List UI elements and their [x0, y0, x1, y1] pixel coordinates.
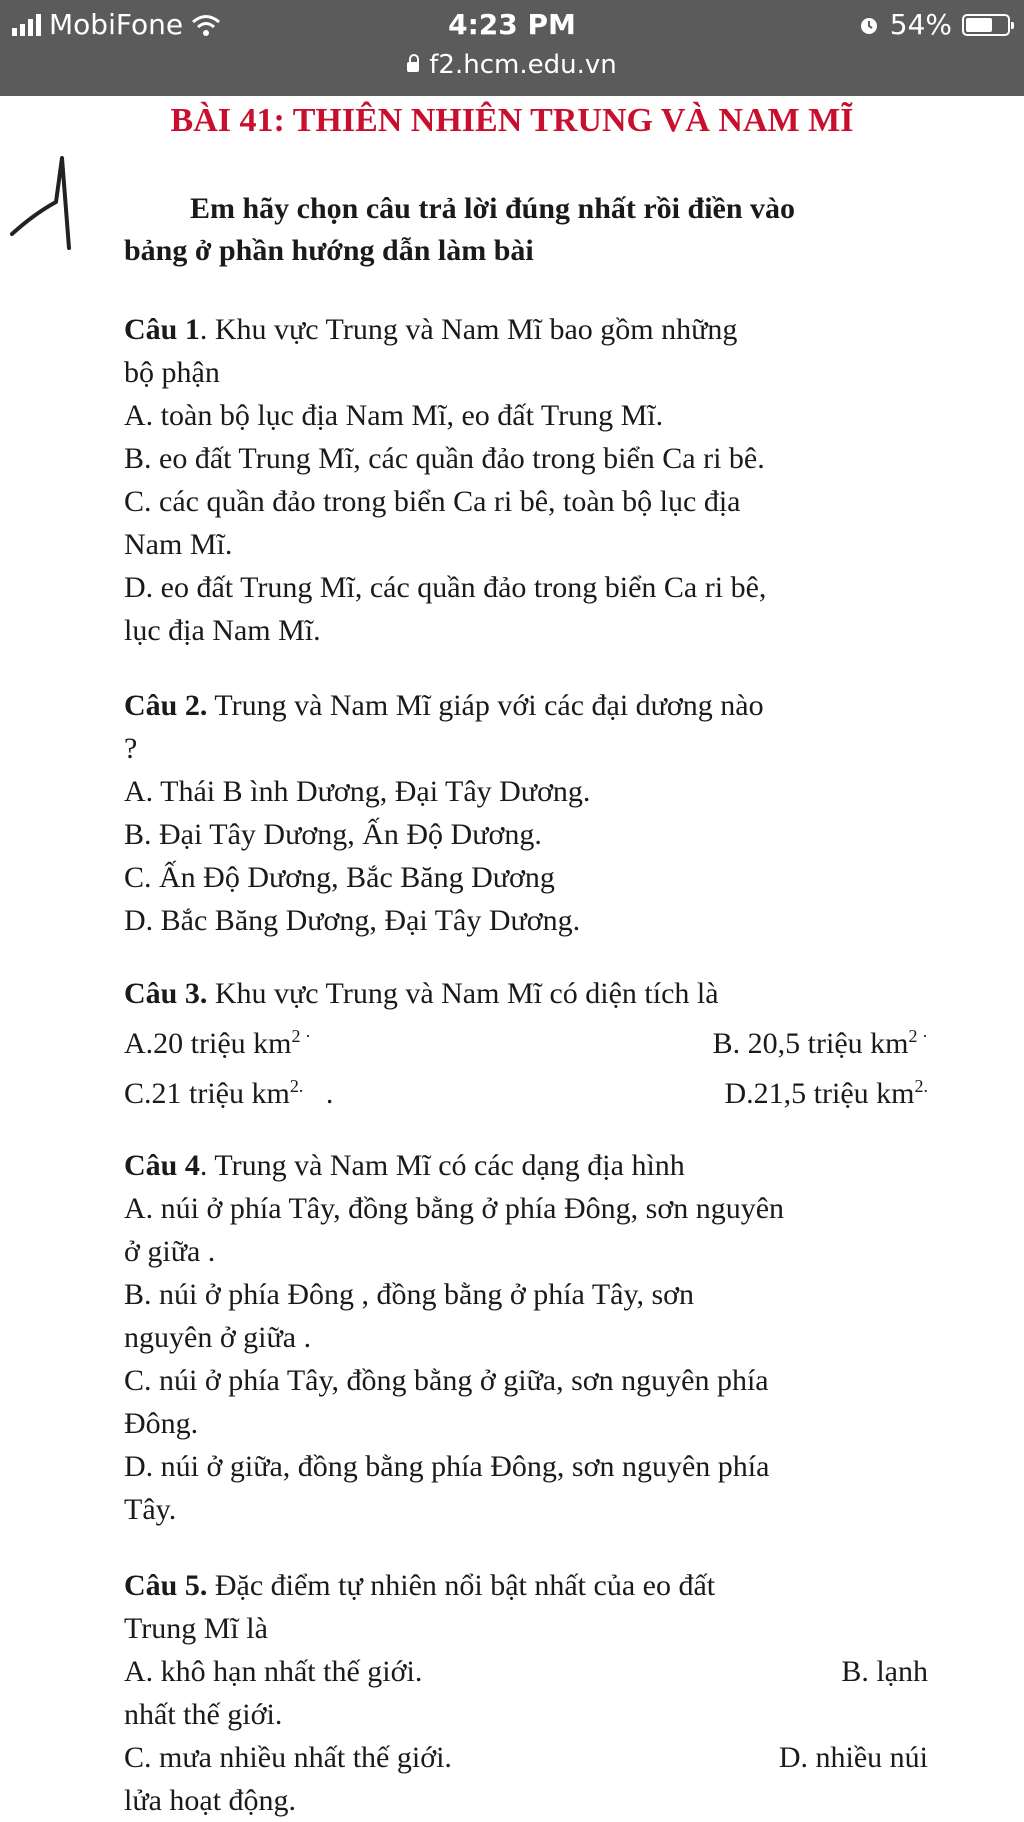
- q2-option-a: A. Thái B ình Dương, Đại Tây Dương.: [124, 775, 591, 808]
- q2-option-d: D. Bắc Băng Dương, Đại Tây Dương.: [124, 904, 581, 937]
- q2-stem: [124, 684, 928, 727]
- q5-option-b: B. lạnh: [841, 1655, 928, 1688]
- q3-stem: [124, 972, 928, 1015]
- q3-option-b-text: B. 20,5 triệu km: [712, 1027, 909, 1060]
- question-4: [124, 1144, 928, 1531]
- q1-option-b: B. eo đất Trung Mĩ, các quần đảo trong biển Ca ri bê.: [124, 442, 765, 475]
- q2-option-c: C. Ấn Độ Dương, Bắc Băng Dương: [124, 861, 555, 894]
- q2-label: Câu 2.: [124, 689, 208, 722]
- q4-option-d-cont: Tây.: [124, 1493, 177, 1526]
- q2-option-b: B. Đại Tây Dương, Ấn Độ Dương.: [124, 818, 542, 851]
- q4-option-b-cont: nguyên ở giữa .: [124, 1321, 312, 1354]
- q3-option-c-sup: 2.: [289, 1076, 304, 1096]
- q2-stem-line-2: ?: [124, 732, 138, 765]
- question-2: [124, 684, 928, 942]
- q5-option-d: D. nhiều núi: [778, 1741, 928, 1774]
- q3-option-b: [713, 1015, 928, 1065]
- clock: 4:23 PM: [448, 8, 576, 41]
- q4-option-c-cont: Đông.: [124, 1407, 199, 1440]
- q3-option-b-sup: 2 ·: [908, 1026, 928, 1046]
- instructions-line-2: bảng ở phần hướng dẫn làm bài: [124, 234, 534, 267]
- q5-option-a: A. khô hạn nhất thế giới.: [124, 1655, 423, 1688]
- q3-option-c: [124, 1065, 333, 1115]
- q1-option-d-cont: lục địa Nam Mĩ.: [124, 614, 321, 647]
- instructions-line-1: Em hãy chọn câu trả lời đúng nhất rồi điền vào: [190, 192, 796, 225]
- q4-option-b: B. núi ở phía Đông , đồng bằng ở phía Tây, sơn: [124, 1278, 695, 1311]
- q1-option-d: D. eo đất Trung Mĩ, các quần đảo trong biển Ca ri bê,: [124, 571, 767, 604]
- q3-option-a-text: A.20 triệu km: [124, 1027, 292, 1060]
- q5-row-2: [124, 1736, 928, 1779]
- battery-icon: [962, 14, 1010, 36]
- q4-option-c: C. núi ở phía Tây, đồng bằng ở giữa, sơn nguyên phía: [124, 1364, 769, 1397]
- status-bar: [0, 8, 1024, 48]
- q3-option-c-tail: .: [303, 1077, 334, 1110]
- browser-chrome: [0, 0, 1024, 96]
- q4-option-d: D. núi ở giữa, đồng bằng phía Đông, sơn nguyên phía: [124, 1450, 770, 1483]
- q5-stem-line-1: Đặc điểm tự nhiên nổi bật nhất của eo đất: [207, 1569, 716, 1602]
- question-3: [124, 972, 928, 1115]
- lock-icon: [407, 62, 419, 72]
- question-5: [124, 1564, 928, 1822]
- url-text: f2.hcm.edu.vn: [429, 50, 617, 80]
- q1-stem-line-2: bộ phận: [124, 356, 220, 389]
- q5-option-b-cont: nhất thế giới.: [124, 1698, 283, 1731]
- q1-stem: [124, 308, 928, 351]
- alarm-icon: [858, 14, 880, 36]
- q4-label: Câu 4: [124, 1149, 200, 1182]
- q5-label: Câu 5.: [124, 1569, 208, 1602]
- q4-option-a: A. núi ở phía Tây, đồng bằng ở phía Đông, sơn nguyên: [124, 1192, 785, 1225]
- q1-option-c-cont: Nam Mĩ.: [124, 528, 233, 561]
- q3-stem-text: Khu vực Trung và Nam Mĩ có diện tích là: [207, 977, 719, 1010]
- q3-option-a: [124, 1015, 311, 1065]
- q3-option-d-text: D.21,5 triệu km: [724, 1077, 915, 1110]
- q3-option-a-sup: 2 ·: [291, 1026, 311, 1046]
- q5-stem-line-2: Trung Mĩ là: [124, 1612, 268, 1645]
- q5-row-1: [124, 1650, 928, 1693]
- q5-option-d-cont: lửa hoạt động.: [124, 1784, 297, 1817]
- q3-row-1: [124, 1015, 928, 1065]
- carrier-label: MobiFone: [49, 8, 184, 41]
- question-1: [124, 308, 928, 652]
- battery-percent: 54%: [889, 8, 952, 41]
- q4-stem: [124, 1144, 928, 1187]
- q5-option-c: C. mưa nhiều nhất thế giới.: [124, 1741, 452, 1774]
- instructions: [124, 188, 924, 272]
- q4-option-a-cont: ở giữa .: [124, 1235, 216, 1268]
- address-bar[interactable]: [0, 50, 1024, 80]
- handwritten-mark-icon: [6, 152, 76, 252]
- q3-option-c-text: C.21 triệu km: [124, 1077, 290, 1110]
- q5-stem: [124, 1564, 928, 1607]
- q1-option-a: A. toàn bộ lục địa Nam Mĩ, eo đất Trung Mĩ.: [124, 399, 664, 432]
- q1-stem-line-1: . Khu vực Trung và Nam Mĩ bao gồm những: [199, 313, 738, 346]
- q3-row-2: [124, 1065, 928, 1115]
- page-title: BÀI 41: THIÊN NHIÊN TRUNG VÀ NAM MĨ: [170, 102, 854, 139]
- q1-label: Câu 1: [124, 313, 200, 346]
- q3-option-d-sup: 2.: [914, 1076, 928, 1096]
- q2-stem-line-1: Trung và Nam Mĩ giáp với các đại dương nào: [207, 689, 764, 722]
- q3-label: Câu 3.: [124, 977, 208, 1010]
- q4-stem-text: . Trung và Nam Mĩ có các dạng địa hình: [199, 1149, 685, 1182]
- q3-option-d: [725, 1065, 928, 1115]
- q1-option-c: C. các quần đảo trong biển Ca ri bê, toàn bộ lục địa: [124, 485, 741, 518]
